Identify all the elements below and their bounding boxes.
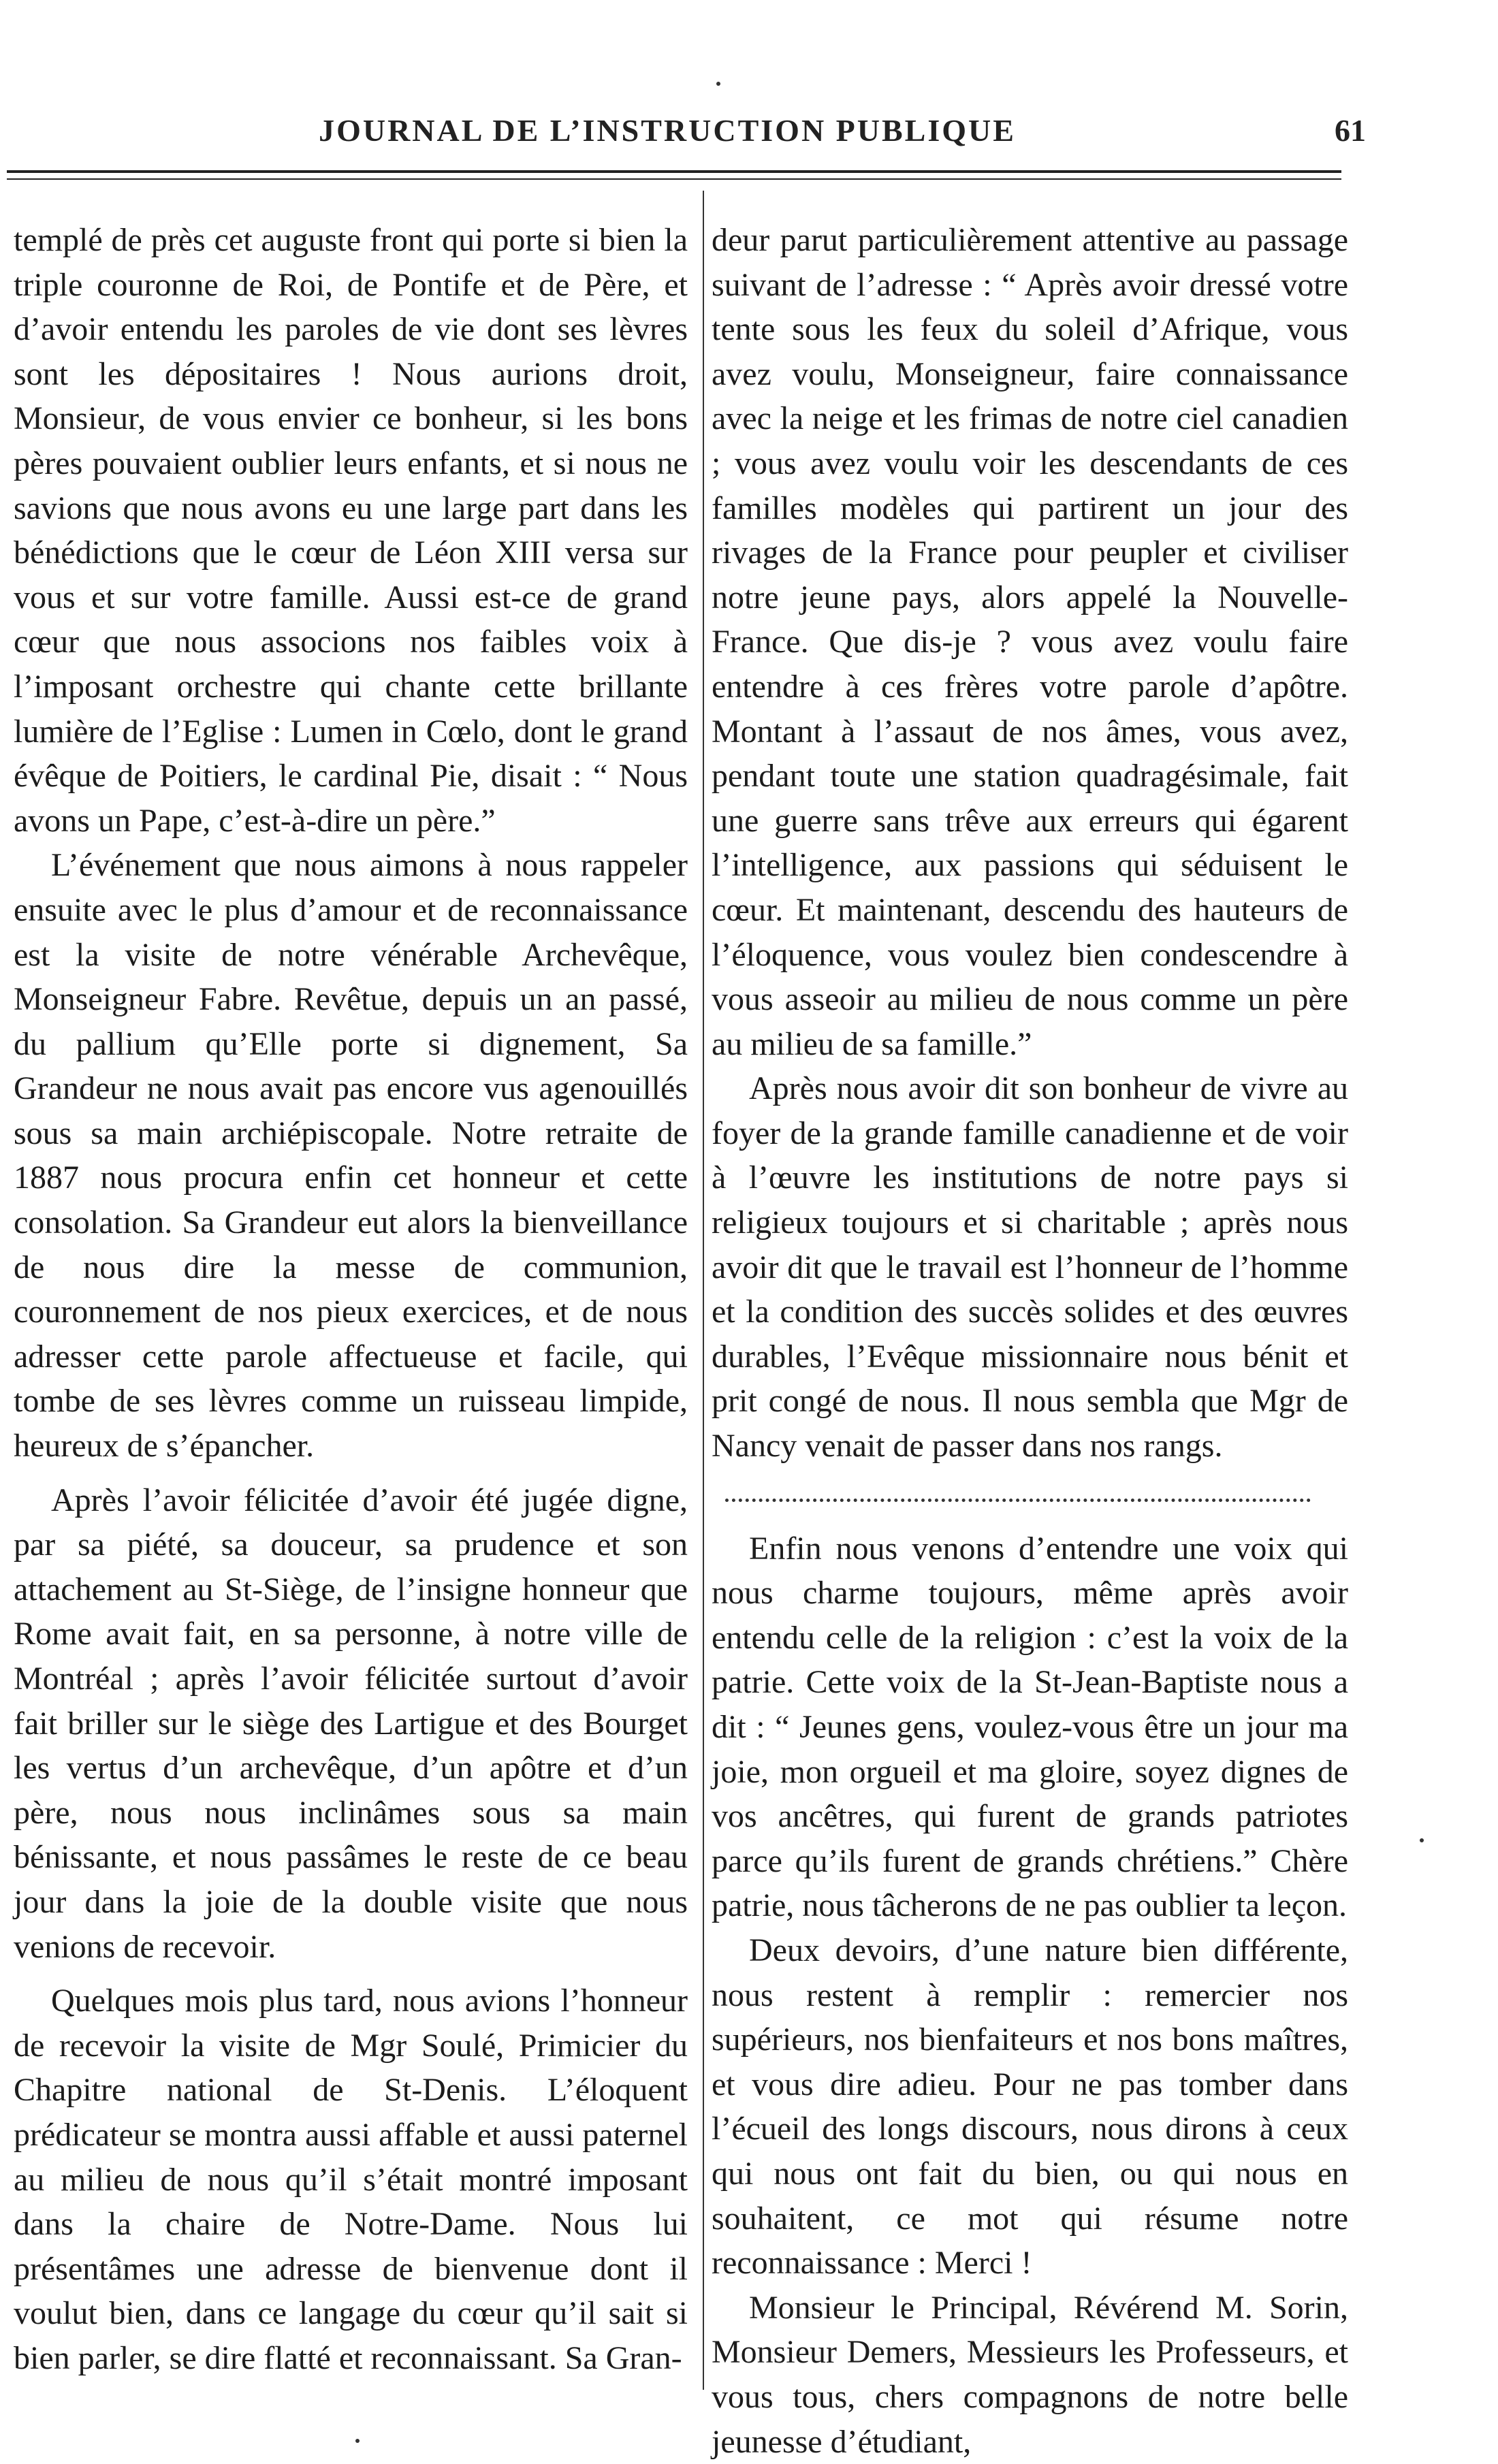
header-rule-thick xyxy=(7,170,1341,173)
right-paragraph-4: Deux devoirs, d’une nature bien différente, nous restent à remplir : remercier nos supérieurs, nos bienfaiteurs et nos bons maîtres, et vous dire adieu. Pour ne pas tomber dans l’écueil des longs discours, nous dirons à ceux qui nous ont fait du bien, ou qui nous en souhaitent, ce mot qui résume notre reconnaissance : Merci ! xyxy=(712,1932,1348,2282)
left-paragraph-3: Après l’avoir félicitée d’avoir été jugée digne, par sa piété, sa douceur, sa prudence et son attachement au St-Siège, de l’insigne honneur que Rome avait fait, en sa personne, à notre ville de Montréal ; après l’avoir félicitée surtout d’avoir fait briller sur le siège des Lartigue et des Bourget les vertus d’un archevêque, d’un apôtre et d’un père, nous nous inclinâmes sous sa main bénissante, et nous passâmes le reste de ce beau jour dans la joie de la double visite que nous venions de recevoir. xyxy=(14,1482,688,1965)
column-divider xyxy=(703,191,704,2390)
right-column xyxy=(712,218,1348,2464)
header-rule-thin xyxy=(7,178,1341,180)
left-paragraph-4: Quelques mois plus tard, nous avions l’honneur de recevoir la visite de Mgr Soulé, Primicier du Chapitre national de St-Denis. L’éloquent prédicateur se montra aussi affable et aussi paternel au milieu de nous qu’il s’était montré imposant dans la chaire de Notre-Dame. Nous lui présentâmes une adresse de bienvenue dont il voulut bien, dans ce langage du cœur qu’il sait si bien parler, se dire flatté et reconnaissant. Sa Gran- xyxy=(14,1983,688,2376)
print-speck xyxy=(1420,1838,1424,1842)
page-header xyxy=(0,112,1498,160)
right-paragraph-1: deur parut particulièrement attentive au passage suivant de l’adresse : “ Après avoir dressé votre tente sous les feux du soleil d’Afrique, vous avez voulu, Monseigneur, faire connaissance avec la neige et les frimas de notre ciel canadien ; vous avez voulu voir les descendants de ces familles modèles qui partirent un jour des rivages de la France pour peupler et civiliser notre jeune pays, alors appelé la Nouvelle-France. Que dis-je ? vous avez voulu faire entendre à ces frères votre parole d’apôtre. Montant à l’assaut de nos âmes, vous avez, pendant toute une station quadragésimale, fait une guerre sans trêve aux erreurs qui égarent l’intelligence, aux passions qui séduisent le cœur. Et maintenant, descendu des hauteurs de l’éloquence, vous voulez bien condescendre à vous asseoir au milieu de nous comme un père au milieu de sa famille.” xyxy=(712,222,1348,1062)
section-separator xyxy=(725,1499,1311,1502)
right-paragraph-3: Enfin nous venons d’entendre une voix qui nous charme toujours, même après avoir entendu celle de la religion : c’est la voix de la patrie. Cette voix de la St-Jean-Baptiste nous a dit : “ Jeunes gens, voulez-vous être un jour ma joie, mon orgueil et ma gloire, soyez dignes de vos ancêtres, qui furent de grands patriotes parce qu’ils furent de grands chrétiens.” Chère patrie, nous tâcherons de ne pas oublier ta leçon. xyxy=(712,1530,1348,1924)
journal-title: JOURNAL DE L’INSTRUCTION PUBLIQUE xyxy=(319,113,1016,148)
page-number: 61 xyxy=(1335,113,1366,148)
right-paragraph-2: Après nous avoir dit son bonheur de vivre au foyer de la grande famille canadienne et de voir à l’œuvre les institutions de notre pays si religieux toujours et si charitable ; après nous avoir dit que le travail est l’honneur de l’homme et la condition des succès solides et des œuvres durables, l’Evêque missionnaire nous bénit et prit congé de nous. Il nous sembla que Mgr de Nancy venait de passer dans nos rangs. xyxy=(712,1070,1348,1465)
print-speck xyxy=(716,82,720,86)
right-paragraph-5: Monsieur le Principal, Révérend M. Sorin, Monsieur Demers, Messieurs les Professeurs, et vous tous, chers compagnons de notre belle jeunesse d’étudiant, xyxy=(712,2289,1348,2460)
left-paragraph-2: L’événement que nous aimons à nous rappeler ensuite avec le plus d’amour et de reconnaissance est la visite de notre vénérable Archevêque, Monseigneur Fabre. Revêtue, depuis un an passé, du pallium qu’Elle porte si dignement, Sa Grandeur ne nous avait pas encore vus agenouillés sous sa main archiépiscopale. Notre retraite de 1887 nous procura enfin cet honneur et cette consolation. Sa Grandeur eut alors la bienveillance de nous dire la messe de communion, couronnement de nos pieux exercices, et de nous adresser cette parole affectueuse et facile, qui tombe de ses lèvres comme un ruisseau limpide, heureux de s’épancher. xyxy=(14,847,688,1465)
print-speck xyxy=(355,2439,360,2443)
left-column xyxy=(14,218,688,2381)
left-paragraph-1: templé de près cet auguste front qui porte si bien la triple couronne de Roi, de Pontife et de Père, et d’avoir entendu les paroles de vie dont ses lèvres sont les dépositaires ! Nous aurions droit, Monsieur, de vous envier ce bonheur, si les bons pères pouvaient oublier leurs enfants, et si nous ne savions que nous avons eu une large part dans les bénédictions que le cœur de Léon XIII versa sur vous et sur votre famille. Aussi est-ce de grand cœur que nous associons nos faibles voix à l’imposant orchestre qui chante cette brillante lumière de l’Eglise : Lumen in Cœlo, dont le grand évêque de Poitiers, le cardinal Pie, disait : “ Nous avons un Pape, c’est-à-dire un père.” xyxy=(14,222,688,839)
